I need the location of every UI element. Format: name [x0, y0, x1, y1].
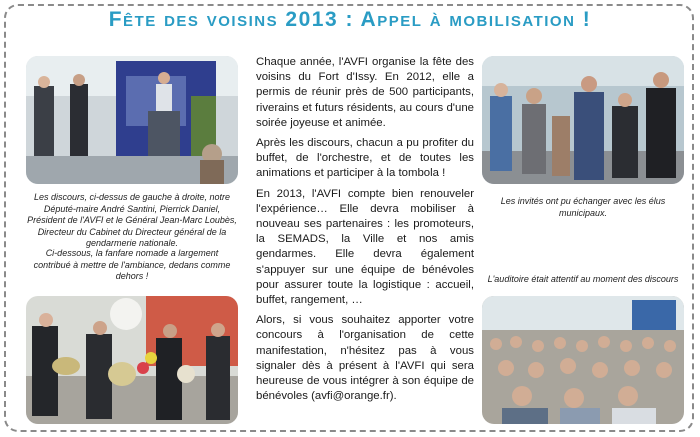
article-paragraph: Alors, si vous souhaitez apporter votre concours à l'organisation de cette manifestation, n'hésitez pas à vous signaler dès à présent à l'AVFI qui sera heureuse de vous intégrer à son équipe de bénévoles (avfi@orange.fr). [256, 314, 474, 403]
caption-audience: L'auditoire était attentif au moment des discours [487, 274, 679, 284]
photo-speeches [26, 56, 238, 184]
photo-brass-band [26, 296, 238, 424]
article-paragraph: Chaque année, l'AVFI organise la fête des voisins du Fort d'Issy. En 2012, elle a permis de réunir près de 500 participants, riverains et futurs résidents, au cours d'une soirée joyeuse et animée. [256, 56, 474, 129]
page-title: Fête des voisins 2013 : Appel à mobilisation ! [108, 8, 592, 31]
photo-guests [482, 56, 684, 184]
caption-band: Ci-dessous, la fanfare nomade a largement contribué à mettre de l'ambiance, dedans comme dehors ! [33, 248, 231, 281]
article-body [256, 55, 474, 409]
photo-audience [482, 296, 684, 424]
caption-speeches: Les discours, ci-dessus de gauche à droite, notre Député-maire André Santini, Pierrick Daniel, Président de l'AVFI et le Général Jean-Marc Loubès, Directeur du Cabinet du Directeur général de la gendarmerie nationale. [27, 192, 237, 248]
article-paragraph: En 2013, l'AVFI compte bien renouveler l'expérience… Elle devra mobiliser à nouveau ses partenaires : les promoteurs, la SEMADS, la Ville et nos amis gendarmes. Elle devra également s'appuyer sur une équipe de bénévoles pour assurer toute la logistique : accueil, buffet, rangement, … [256, 187, 474, 307]
caption-guests: Les invités ont pu échanger avec les élus municipaux. [500, 196, 666, 218]
article-paragraph: Après les discours, chacun a pu profiter du buffet, de l'orchestre, et de toutes les animations et participer à la tombola ! [256, 137, 474, 180]
